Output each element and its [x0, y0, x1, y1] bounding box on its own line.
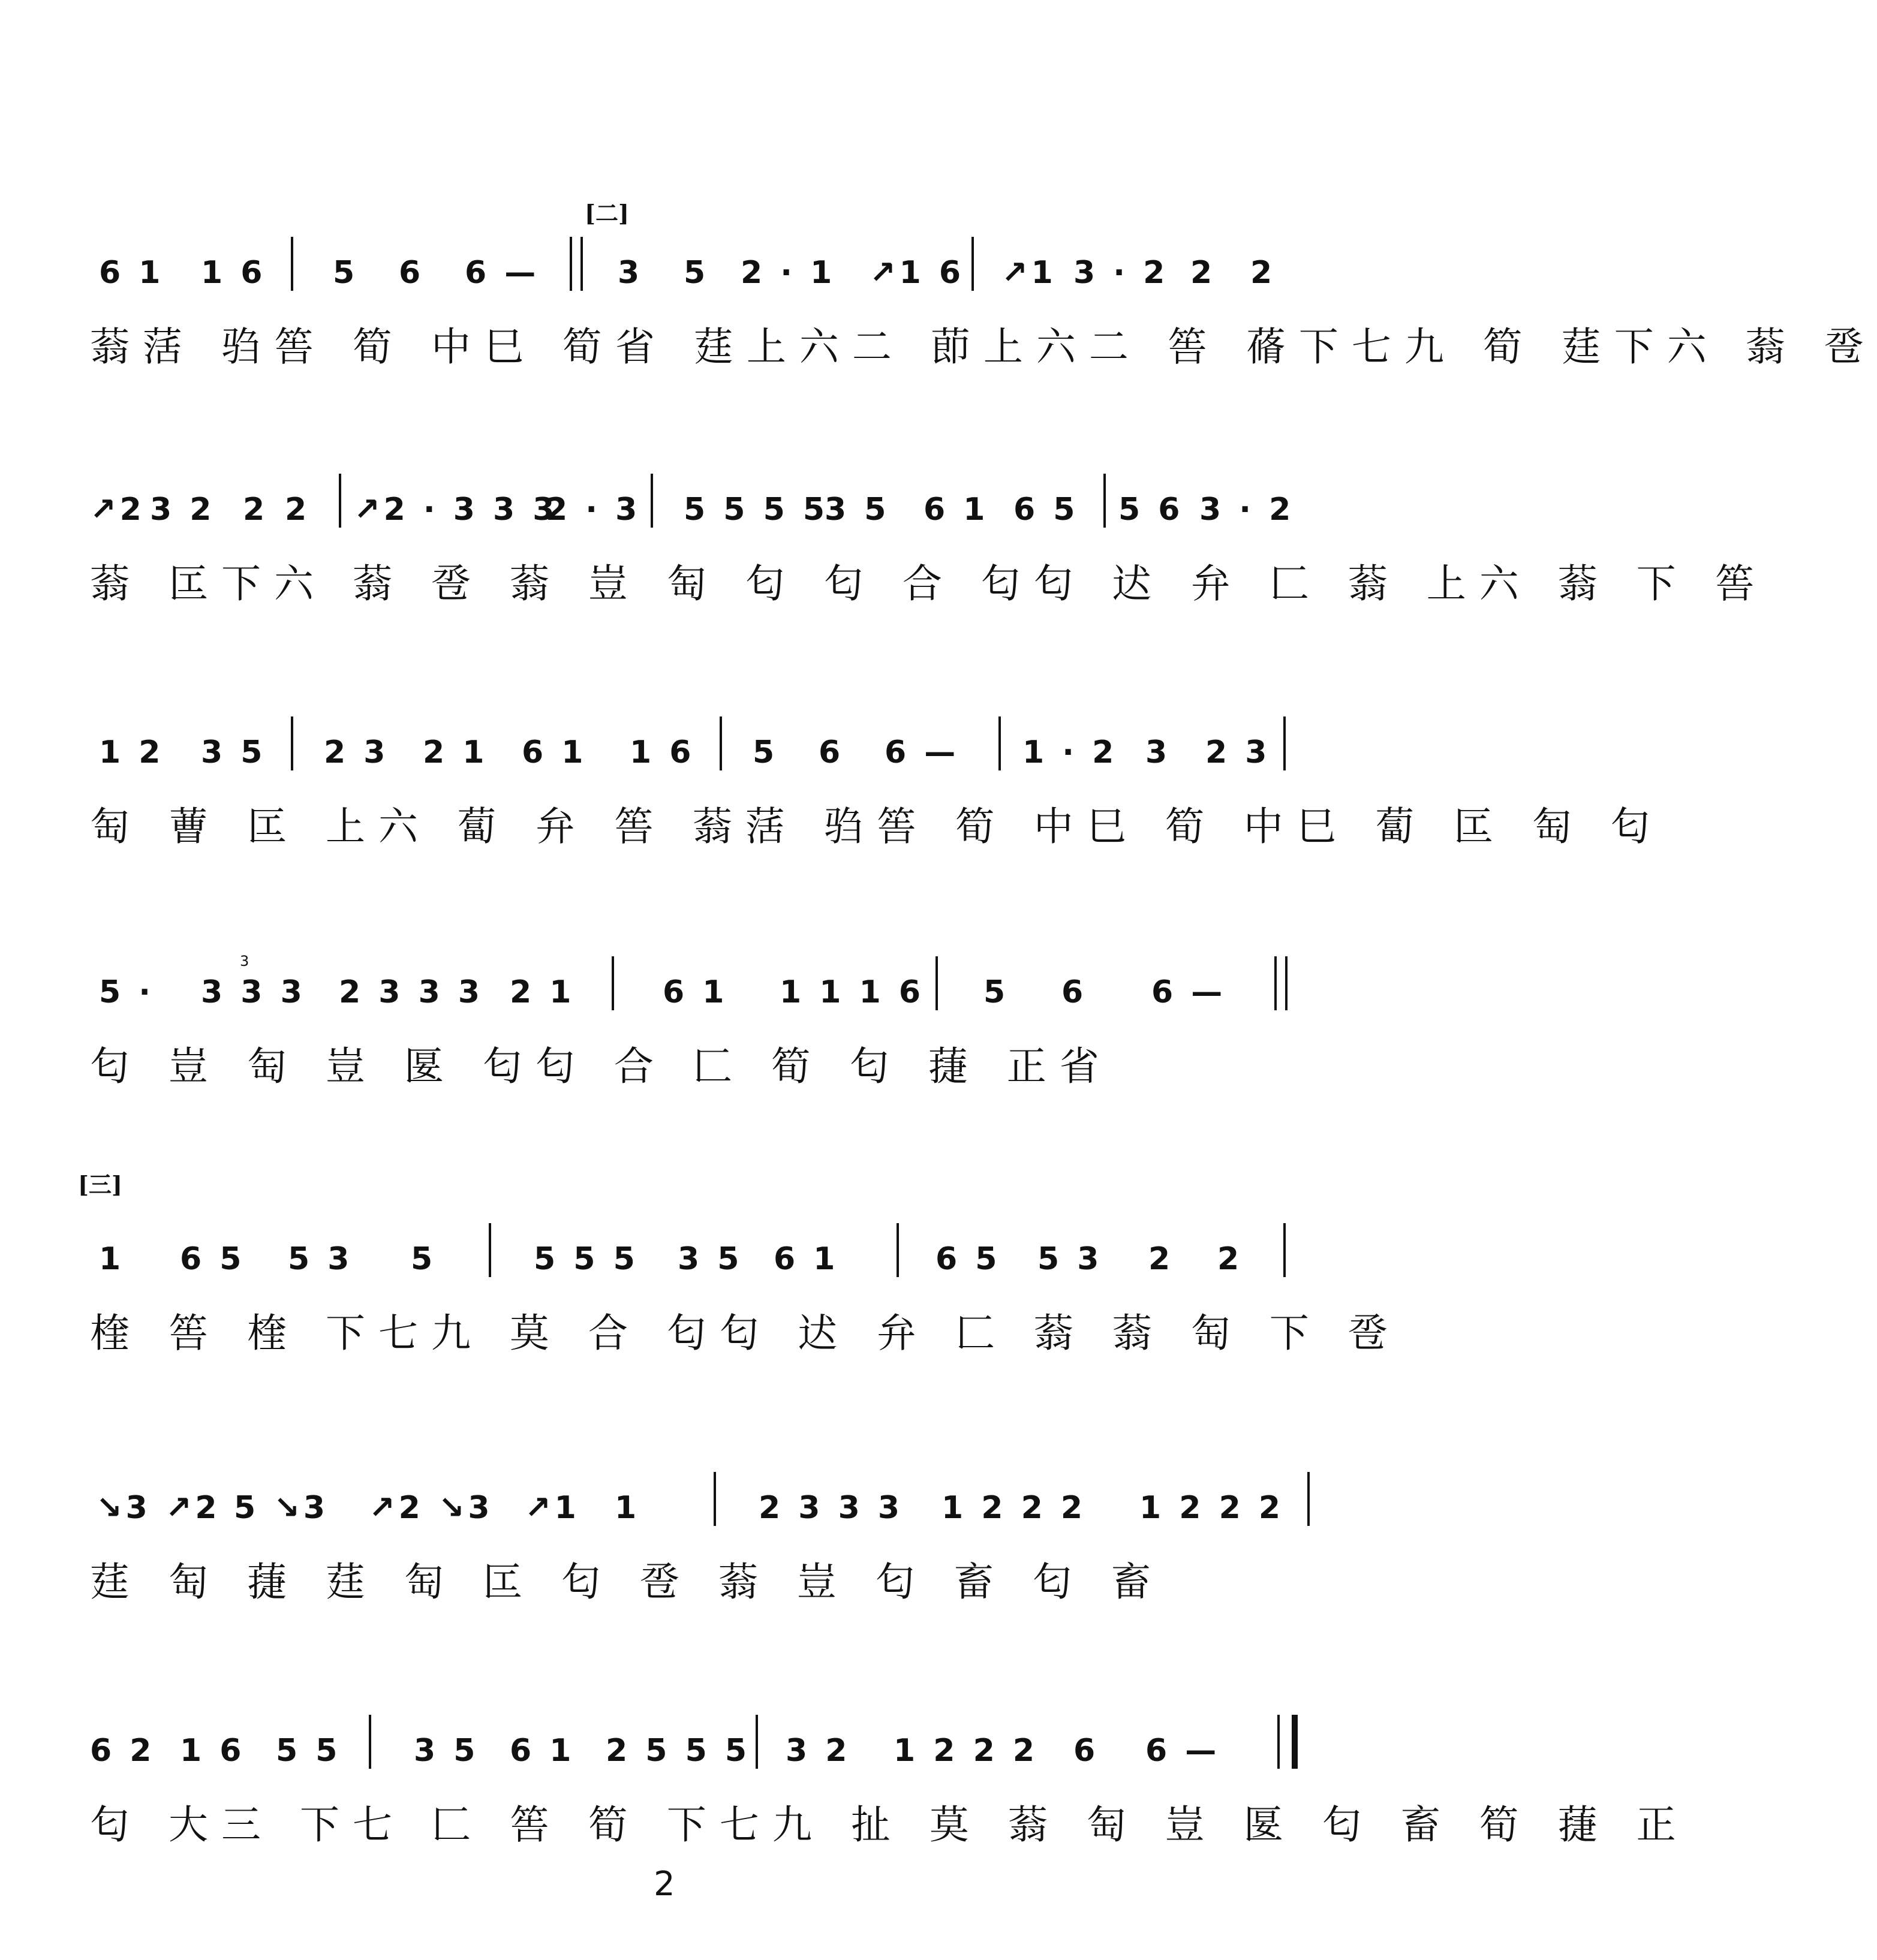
note-group: 2	[243, 492, 269, 528]
note-group: 3 · 2	[1199, 492, 1295, 528]
note-group: 1 2 2 2	[941, 1490, 1087, 1526]
barline	[714, 1472, 716, 1526]
note-group: 3 5	[201, 734, 266, 770]
note-group: 1	[99, 1241, 125, 1277]
note-group: 2 1	[423, 734, 488, 770]
note-group: ↗2	[90, 492, 145, 528]
jianzipu-line-4	[90, 1034, 1259, 1106]
note-group: 5	[753, 734, 778, 770]
barline	[339, 474, 341, 528]
notation-line-4	[90, 953, 1259, 1028]
note-group: 3 2	[786, 1733, 851, 1769]
note-group: 5	[333, 255, 359, 291]
barline	[612, 956, 614, 1010]
note-group: 5	[983, 974, 1009, 1010]
page-number: 2	[654, 1865, 675, 1904]
note-group: 6 —	[885, 734, 959, 770]
note-group: 1 6	[201, 255, 266, 291]
note-group: 6 5	[180, 1241, 245, 1277]
note-group: 2	[1217, 1241, 1243, 1277]
note-group: 2 1	[510, 974, 575, 1010]
barline	[291, 237, 293, 291]
note-group: 3 2	[150, 492, 215, 528]
barline	[936, 956, 938, 1010]
barline	[1283, 1223, 1286, 1277]
note-group: 6 2	[90, 1733, 155, 1769]
barline	[651, 474, 653, 528]
jianzipu-line-5	[90, 1301, 1401, 1373]
note-group: 5	[684, 255, 709, 291]
barline	[897, 1223, 899, 1277]
jianzipu-line-6	[90, 1550, 1259, 1622]
tablature-text: 楏 筶 楏 下七九 莫 合 匂匂 迖 弁 匚 蓊 蓊 匋 下 卺	[90, 1310, 1401, 1356]
tablature-text: 匂 豈 匋 豈 匽 匂匂 合 匚 筍 匂 蓵 正省	[90, 1043, 1112, 1089]
note-group: 6 1	[522, 734, 587, 770]
note-group: 3	[1145, 734, 1171, 770]
note-group: 2	[1190, 255, 1216, 291]
note-group: 6 1	[924, 492, 989, 528]
note-group: 5	[411, 1241, 437, 1277]
note-group: 1 1 1 6	[780, 974, 925, 1010]
note-group: 6 —	[465, 255, 540, 291]
note-group: ↗1	[1001, 255, 1057, 291]
note-group: 6 1	[774, 1241, 839, 1277]
note-group: 6	[819, 734, 844, 770]
note-group: 2 3 3 3	[339, 974, 484, 1010]
note-group: 6	[399, 255, 425, 291]
note-group: 2 3	[1205, 734, 1271, 770]
note-group: 6 1	[663, 974, 728, 1010]
triplet-mark: 3	[240, 953, 249, 970]
notation-line-6	[90, 1472, 1285, 1544]
jianzipu-line-1	[90, 315, 1877, 387]
note-group: 5 ↘3	[234, 1490, 329, 1526]
barline	[720, 716, 722, 770]
note-group: 1 · 2	[1022, 734, 1118, 770]
section-label-3: [三]	[78, 1171, 122, 1198]
note-group: 6 1	[99, 255, 164, 291]
note-group: 5 5 5	[534, 1241, 639, 1277]
note-group: 6 1	[510, 1733, 575, 1769]
note-group: 2	[285, 492, 311, 528]
tablature-text: 匋 蓸 匞 上六 蔔 弁 筶 蓊萿 驺筶 筍 中巳 筍 中巳 蔔 匞 匋 匂	[90, 803, 1664, 850]
note-group: 6 5	[936, 1241, 1001, 1277]
note-group: 3 5	[825, 492, 890, 528]
note-group: ↗1	[525, 1490, 580, 1526]
note-group: ↗2 ↘3	[369, 1490, 494, 1526]
note-group: ↗2 · 3 3 3	[354, 492, 558, 528]
note-group: 1 6	[180, 1733, 245, 1769]
barline	[1283, 716, 1286, 770]
barline	[1103, 474, 1106, 528]
note-group: 6 5	[1013, 492, 1079, 528]
note-group: 3	[618, 255, 643, 291]
note-group: 5 6	[1118, 492, 1184, 528]
barline	[291, 716, 293, 770]
barline	[369, 1715, 371, 1769]
note-group: 5 3	[1037, 1241, 1103, 1277]
note-group: 1 2 2 2	[894, 1733, 1039, 1769]
barline	[489, 1223, 491, 1277]
tablature-text: 匂 大三 下七 匚 筶 筍 下七九 扯 莫 蓊 匋 豈 匽 匂 畜 筍 蓵 正	[90, 1802, 1689, 1848]
notation-line-1	[90, 237, 1276, 309]
note-group: 5 ·	[99, 974, 155, 1010]
note-group: 6 —	[1145, 1733, 1220, 1769]
note-group: 5 5 5 5	[684, 492, 829, 528]
note-group: 2 5 5 5	[606, 1733, 751, 1769]
tablature-text: 蓊 匞下六 蓊 卺 蓊 豈 匋 匂 匂 合 匂匂 迖 弁 匚 蓊 上六 蓊 下 筶	[90, 561, 1768, 607]
note-group: 3 · 2	[1073, 255, 1169, 291]
tablature-text: 莛 匋 蓵 莛 匋 匞 匂 卺 蓊 豈 匂 畜 匂 畜	[90, 1559, 1164, 1605]
double-barline	[570, 237, 583, 291]
note-group: 2	[1148, 1241, 1174, 1277]
tablature-text: 蓊萿 驺筶 筍 中巳 筍省 莛上六二 莭上六二 筶 蓨下七九 筍 莛下六 蓊 卺	[90, 324, 1877, 370]
note-group: 6 —	[1151, 974, 1226, 1010]
note-group: 1 2 2 2	[1139, 1490, 1285, 1526]
barline	[1307, 1472, 1310, 1526]
note-group: 2 · 1	[741, 255, 836, 291]
notation-line-7	[90, 1715, 1259, 1787]
double-barline	[1274, 956, 1288, 1010]
jianzipu-line-7	[90, 1793, 1689, 1865]
note-group: 1 6	[630, 734, 695, 770]
note-group: 3 5	[414, 1733, 479, 1769]
note-group: 2	[1250, 255, 1276, 291]
note-group: 3 5	[678, 1241, 743, 1277]
note-group: 2 3	[324, 734, 389, 770]
notation-line-2	[90, 474, 1295, 546]
barline	[971, 237, 974, 291]
note-group: ↗1 6	[870, 255, 965, 291]
note-group: 6	[1073, 1733, 1099, 1769]
barline	[756, 1715, 758, 1769]
jianzipu-line-2	[90, 552, 1768, 624]
note-group: 1 2	[99, 734, 164, 770]
note-group: 5 5	[276, 1733, 341, 1769]
note-group: 2 3 3 3	[759, 1490, 904, 1526]
note-group: 5 3	[288, 1241, 353, 1277]
note-group: 2 · 3	[546, 492, 641, 528]
section-label-2: [二]	[585, 200, 629, 227]
final-barline	[1277, 1715, 1298, 1769]
jianzipu-line-3	[90, 794, 1664, 866]
notation-line-5	[90, 1223, 1259, 1295]
note-group: 1	[615, 1490, 640, 1526]
notation-line-3	[90, 716, 1271, 788]
note-group: ↘3 ↗2	[96, 1490, 221, 1526]
note-group: 6	[1061, 974, 1087, 1010]
barline	[998, 716, 1001, 770]
note-group: 3 3 3	[201, 974, 306, 1010]
